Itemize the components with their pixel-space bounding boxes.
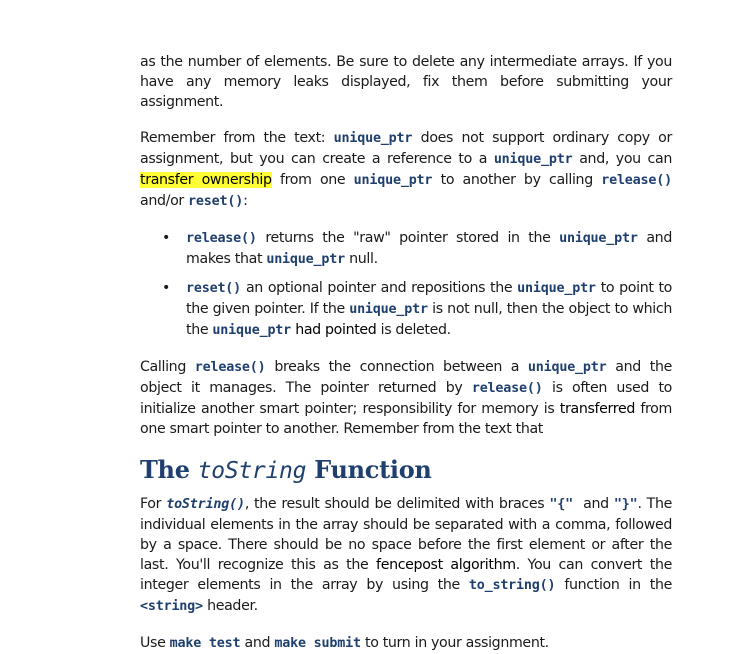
section-heading: The toString Function <box>140 455 432 484</box>
highlight-transfer-ownership: transfer ownership <box>140 172 272 188</box>
code-unique-ptr: unique_ptr <box>212 323 292 338</box>
paragraph-memory-leaks: as the number of elements. Be sure to delete any intermediate arrays. If you have any memory leaks displayed, fix them before submitting your assignment. <box>140 54 672 110</box>
bullet-icon: • <box>162 230 171 246</box>
code-unique-ptr: unique_ptr <box>333 131 413 146</box>
code-reset: reset() <box>188 194 244 209</box>
code-tostring: toString() <box>166 497 245 512</box>
code-unique-ptr: unique_ptr <box>349 302 428 317</box>
term-fencepost-algorithm: fencepost algorithm <box>376 557 516 573</box>
paragraph-release-explanation: Calling release() breaks the connection between a unique_ptr and the object it manages. The pointer returned by release() is often used to initialize another smart pointer; responsibility for memory is transferred from one smart pointer to another. Remember from the text that <box>140 359 672 437</box>
code-unique-ptr: unique_ptr <box>266 252 345 267</box>
bullet-list <box>140 228 672 341</box>
code-reset: reset() <box>186 281 242 296</box>
code-unique-ptr: unique_ptr <box>517 281 596 296</box>
code-unique-ptr: unique_ptr <box>493 152 573 167</box>
code-release: release() <box>601 173 672 188</box>
code-make-submit: make submit <box>274 636 361 651</box>
code-release: release() <box>194 360 266 375</box>
code-unique-ptr: unique_ptr <box>353 173 433 188</box>
list-item-release: • release() returns the "raw" pointer stored in the unique_ptr and makes that unique_ptr null. <box>162 230 672 267</box>
code-make-test: make test <box>169 636 241 651</box>
paragraph-unique-ptr-intro: Remember from the text: unique_ptr does not support ordinary copy or assignment, but you can create a reference to a unique_ptr and, you can transfer ownership from one unique_ptr to another by calling release() and/or reset(): <box>140 130 672 209</box>
bullet-icon: • <box>162 280 171 296</box>
document-page <box>140 52 672 654</box>
code-unique-ptr: unique_ptr <box>527 360 607 375</box>
paragraph-make-commands: Use make test and make submit to turn in your assignment. <box>140 635 549 651</box>
code-string-header: <string> <box>140 599 203 614</box>
code-close-brace: "}" <box>613 497 638 512</box>
paragraph-tostring: For toString(), the result should be delimited with braces "{" and "}". The individual elements in the array should be separated with a comma, followed by a space. There should be no space before the first element or after the last. You'll recognize this as the fencepost algorithm. You can convert the integer elements in the array by using the to_string() function in the <string> header. <box>140 496 673 614</box>
list-item-reset: • reset() an optional pointer and repositions the unique_ptr to point to the given pointer. If the unique_ptr is not null, then the object to which the unique_ptr had pointed is deleted. <box>162 280 673 338</box>
code-release: release() <box>471 381 543 396</box>
code-open-brace: "{" <box>549 497 573 512</box>
term-transferred: transferred <box>559 401 635 417</box>
code-release: release() <box>186 231 257 246</box>
heading-function-name: toString <box>197 458 307 484</box>
code-to-string: to_string() <box>468 578 556 593</box>
code-unique-ptr: unique_ptr <box>559 231 638 246</box>
